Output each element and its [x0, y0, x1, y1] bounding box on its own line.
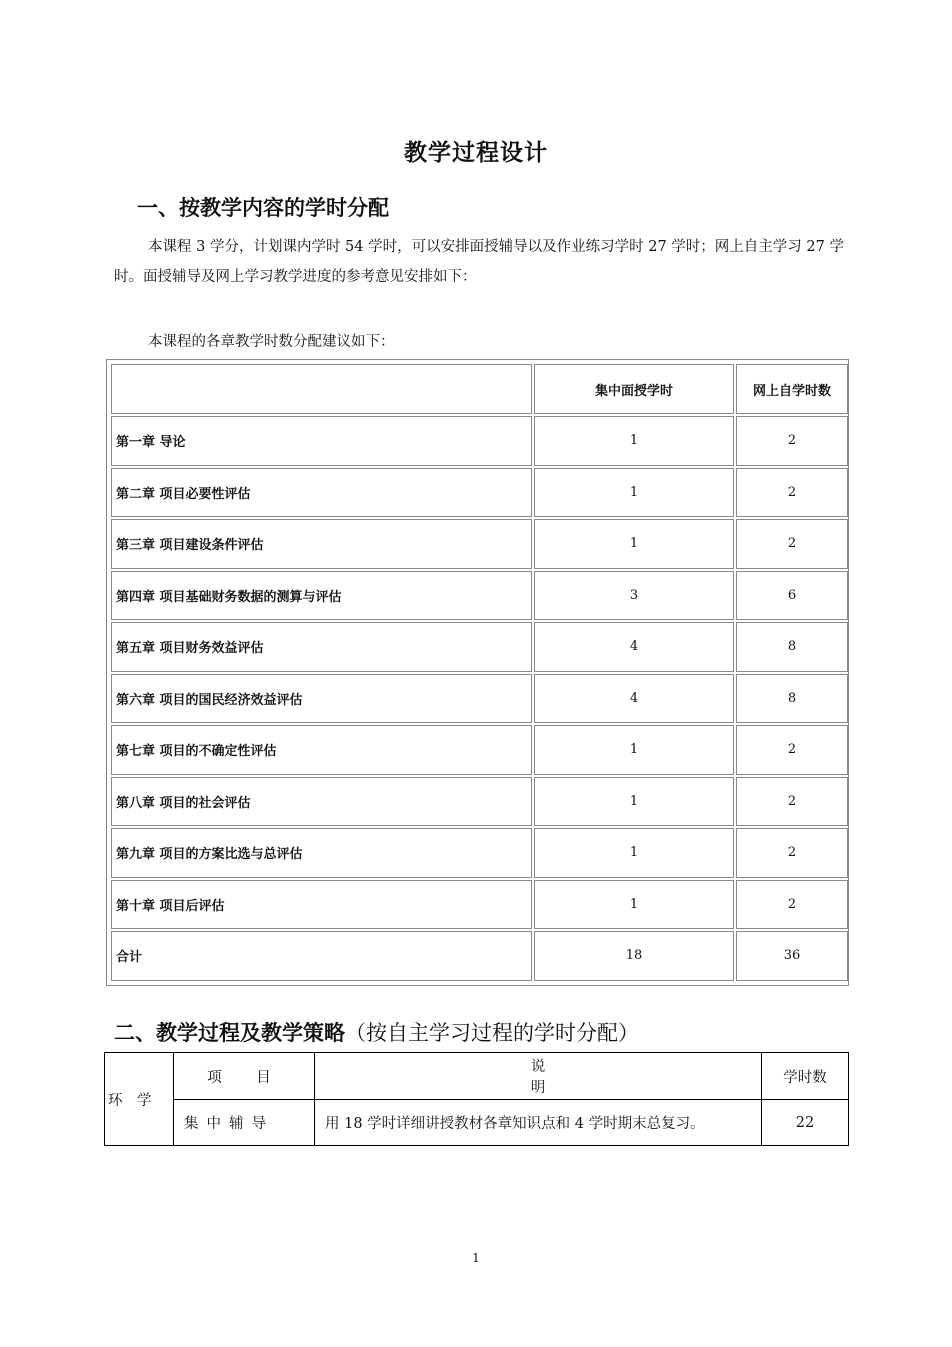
teaching-process-table — [104, 1052, 849, 1146]
section1-heading: 一、按教学内容的学时分配 — [137, 195, 389, 220]
table-row — [111, 674, 848, 724]
chapter-cell: 第九章 项目的方案比选与总评估 — [111, 828, 532, 878]
page-number: 1 — [472, 1251, 480, 1265]
header-online-hours: 网上自学时数 — [736, 364, 848, 414]
header-description — [315, 1053, 762, 1100]
table-row — [111, 622, 848, 672]
online-hours-cell: 2 — [736, 519, 848, 569]
header-item: 项 目 — [174, 1053, 315, 1100]
total-onsite-hours-cell: 18 — [534, 931, 734, 981]
chapter-cell: 第十章 项目后评估 — [111, 880, 532, 930]
section2-heading-main: 二、教学过程及教学策略 — [114, 1020, 345, 1045]
table-row — [111, 777, 848, 827]
header-onsite-hours: 集中面授学时 — [534, 364, 734, 414]
hours-cell: 22 — [762, 1100, 849, 1146]
online-hours-cell: 2 — [736, 468, 848, 518]
onsite-hours-cell: 1 — [534, 468, 734, 518]
online-hours-cell: 2 — [736, 828, 848, 878]
online-hours-cell: 6 — [736, 571, 848, 621]
onsite-hours-cell: 1 — [534, 828, 734, 878]
table-row — [111, 725, 848, 775]
online-hours-cell: 8 — [736, 674, 848, 724]
total-online-hours-cell: 36 — [736, 931, 848, 981]
onsite-hours-cell: 4 — [534, 674, 734, 724]
hours-allocation-table — [106, 359, 849, 986]
onsite-hours-cell: 1 — [534, 519, 734, 569]
chapter-cell: 第五章 项目财务效益评估 — [111, 622, 532, 672]
total-label-cell: 合计 — [111, 931, 532, 981]
online-hours-cell: 8 — [736, 622, 848, 672]
chapter-cell: 第一章 导论 — [111, 416, 532, 466]
onsite-hours-cell: 1 — [534, 416, 734, 466]
online-hours-cell: 2 — [736, 880, 848, 930]
header-description-left: 说 — [530, 1059, 546, 1075]
chapter-cell: 第八章 项目的社会评估 — [111, 777, 532, 827]
header-chapter — [111, 364, 532, 414]
onsite-hours-cell: 1 — [534, 880, 734, 930]
table-row — [111, 828, 848, 878]
chapter-cell: 第四章 项目基础财务数据的测算与评估 — [111, 571, 532, 621]
table-row — [111, 416, 848, 466]
intro-paragraph: 本课程 3 学分，计划课内学时 54 学时，可以安排面授辅导以及作业练习学时 27 学时；网上自主学习 27 学时。面授辅导及网上学习教学进度的参考意见安排如下： — [114, 239, 844, 285]
item-cell: 集中辅导 — [174, 1100, 315, 1146]
section2-heading — [114, 1017, 639, 1047]
page-title: 教学过程设计 — [404, 139, 548, 166]
online-hours-cell: 2 — [736, 725, 848, 775]
table-row — [111, 571, 848, 621]
table-total-row — [111, 931, 848, 981]
online-hours-cell: 2 — [736, 416, 848, 466]
process-header-row — [105, 1053, 849, 1100]
chapter-cell: 第七章 项目的不确定性评估 — [111, 725, 532, 775]
header-description-right: 明 — [530, 1080, 546, 1096]
chapter-cell: 第二章 项目必要性评估 — [111, 468, 532, 518]
table-row — [111, 468, 848, 518]
header-hours: 学时数 — [762, 1053, 849, 1100]
table-row — [111, 519, 848, 569]
link-label-cell: 环 学 — [105, 1053, 174, 1146]
table-row — [105, 1100, 849, 1146]
onsite-hours-cell: 3 — [534, 571, 734, 621]
onsite-hours-cell: 4 — [534, 622, 734, 672]
table-row — [111, 880, 848, 930]
chapter-cell: 第三章 项目建设条件评估 — [111, 519, 532, 569]
chapter-cell: 第六章 项目的国民经济效益评估 — [111, 674, 532, 724]
table-header-row — [111, 364, 848, 414]
description-cell: 用 18 学时详细讲授教材各章知识点和 4 学时期末总复习。 — [315, 1100, 762, 1146]
onsite-hours-cell: 1 — [534, 725, 734, 775]
online-hours-cell: 2 — [736, 777, 848, 827]
onsite-hours-cell: 1 — [534, 777, 734, 827]
section2-heading-note: （按自主学习过程的学时分配） — [345, 1021, 639, 1045]
table-intro: 本课程的各章教学时数分配建议如下： — [148, 334, 395, 350]
